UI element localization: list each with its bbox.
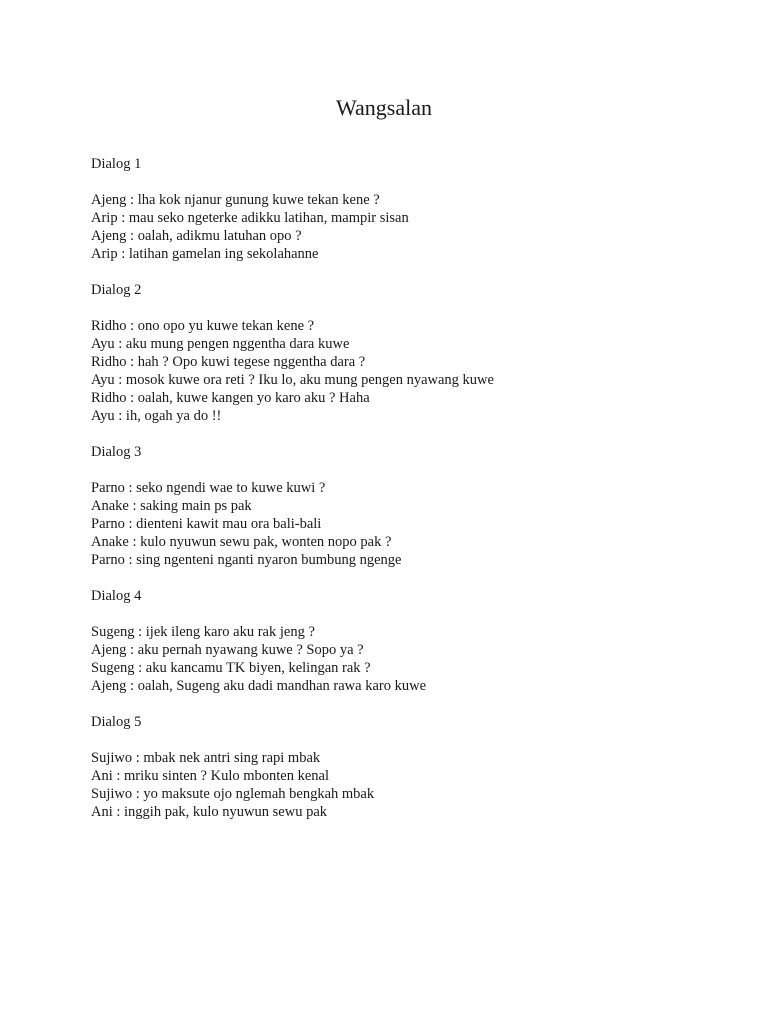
dialog-3 (91, 443, 711, 569)
dialog-5 (91, 713, 711, 821)
dialog-line: Anake : kulo nyuwun sewu pak, wonten nopo pak ? (91, 534, 392, 550)
dialog-line: Arip : latihan gamelan ing sekolahanne (91, 246, 319, 262)
dialog-line: Ridho : hah ? Opo kuwi tegese nggentha dara ? (91, 354, 366, 370)
dialog-heading: Dialog 3 (91, 444, 142, 460)
dialog-line: Sujiwo : mbak nek antri sing rapi mbak (91, 750, 321, 766)
dialog-line: Anake : saking main ps pak (91, 498, 252, 514)
dialog-1 (91, 155, 711, 263)
dialog-list (91, 155, 711, 839)
dialog-line: Parno : dienteni kawit mau ora bali-bali (91, 516, 322, 532)
dialog-line: Parno : seko ngendi wae to kuwe kuwi ? (91, 480, 326, 496)
dialog-line: Sugeng : ijek ileng karo aku rak jeng ? (91, 624, 315, 640)
dialog-line: Ani : mriku sinten ? Kulo mbonten kenal (91, 768, 330, 784)
dialog-line: Ayu : aku mung pengen nggentha dara kuwe (91, 336, 350, 352)
dialog-line: Parno : sing ngenteni nganti nyaron bumbung ngenge (91, 552, 402, 568)
dialog-line: Ayu : ih, ogah ya do !! (91, 408, 222, 424)
dialog-line: Ajeng : oalah, Sugeng aku dadi mandhan rawa karo kuwe (91, 678, 427, 694)
dialog-line: Sugeng : aku kancamu TK biyen, kelingan rak ? (91, 660, 371, 676)
dialog-heading: Dialog 5 (91, 714, 142, 730)
dialog-heading: Dialog 4 (91, 588, 142, 604)
dialog-line: Arip : mau seko ngeterke adikku latihan, mampir sisan (91, 210, 409, 226)
dialog-line: Ridho : oalah, kuwe kangen yo karo aku ? Haha (91, 390, 370, 406)
dialog-line: Ajeng : aku pernah nyawang kuwe ? Sopo ya ? (91, 642, 364, 658)
dialog-line: Ajeng : oalah, adikmu latuhan opo ? (91, 228, 302, 244)
dialog-line: Ayu : mosok kuwe ora reti ? Iku lo, aku mung pengen nyawang kuwe (91, 372, 494, 388)
dialog-line: Sujiwo : yo maksute ojo nglemah bengkah mbak (91, 786, 375, 802)
dialog-2 (91, 281, 711, 425)
dialog-4 (91, 587, 711, 695)
dialog-heading: Dialog 2 (91, 282, 142, 298)
document-title: Wangsalan (336, 95, 432, 120)
dialog-line: Ajeng : lha kok njanur gunung kuwe tekan kene ? (91, 192, 380, 208)
dialog-heading: Dialog 1 (91, 156, 142, 172)
dialog-line: Ridho : ono opo yu kuwe tekan kene ? (91, 318, 315, 334)
dialog-line: Ani : inggih pak, kulo nyuwun sewu pak (91, 804, 328, 820)
